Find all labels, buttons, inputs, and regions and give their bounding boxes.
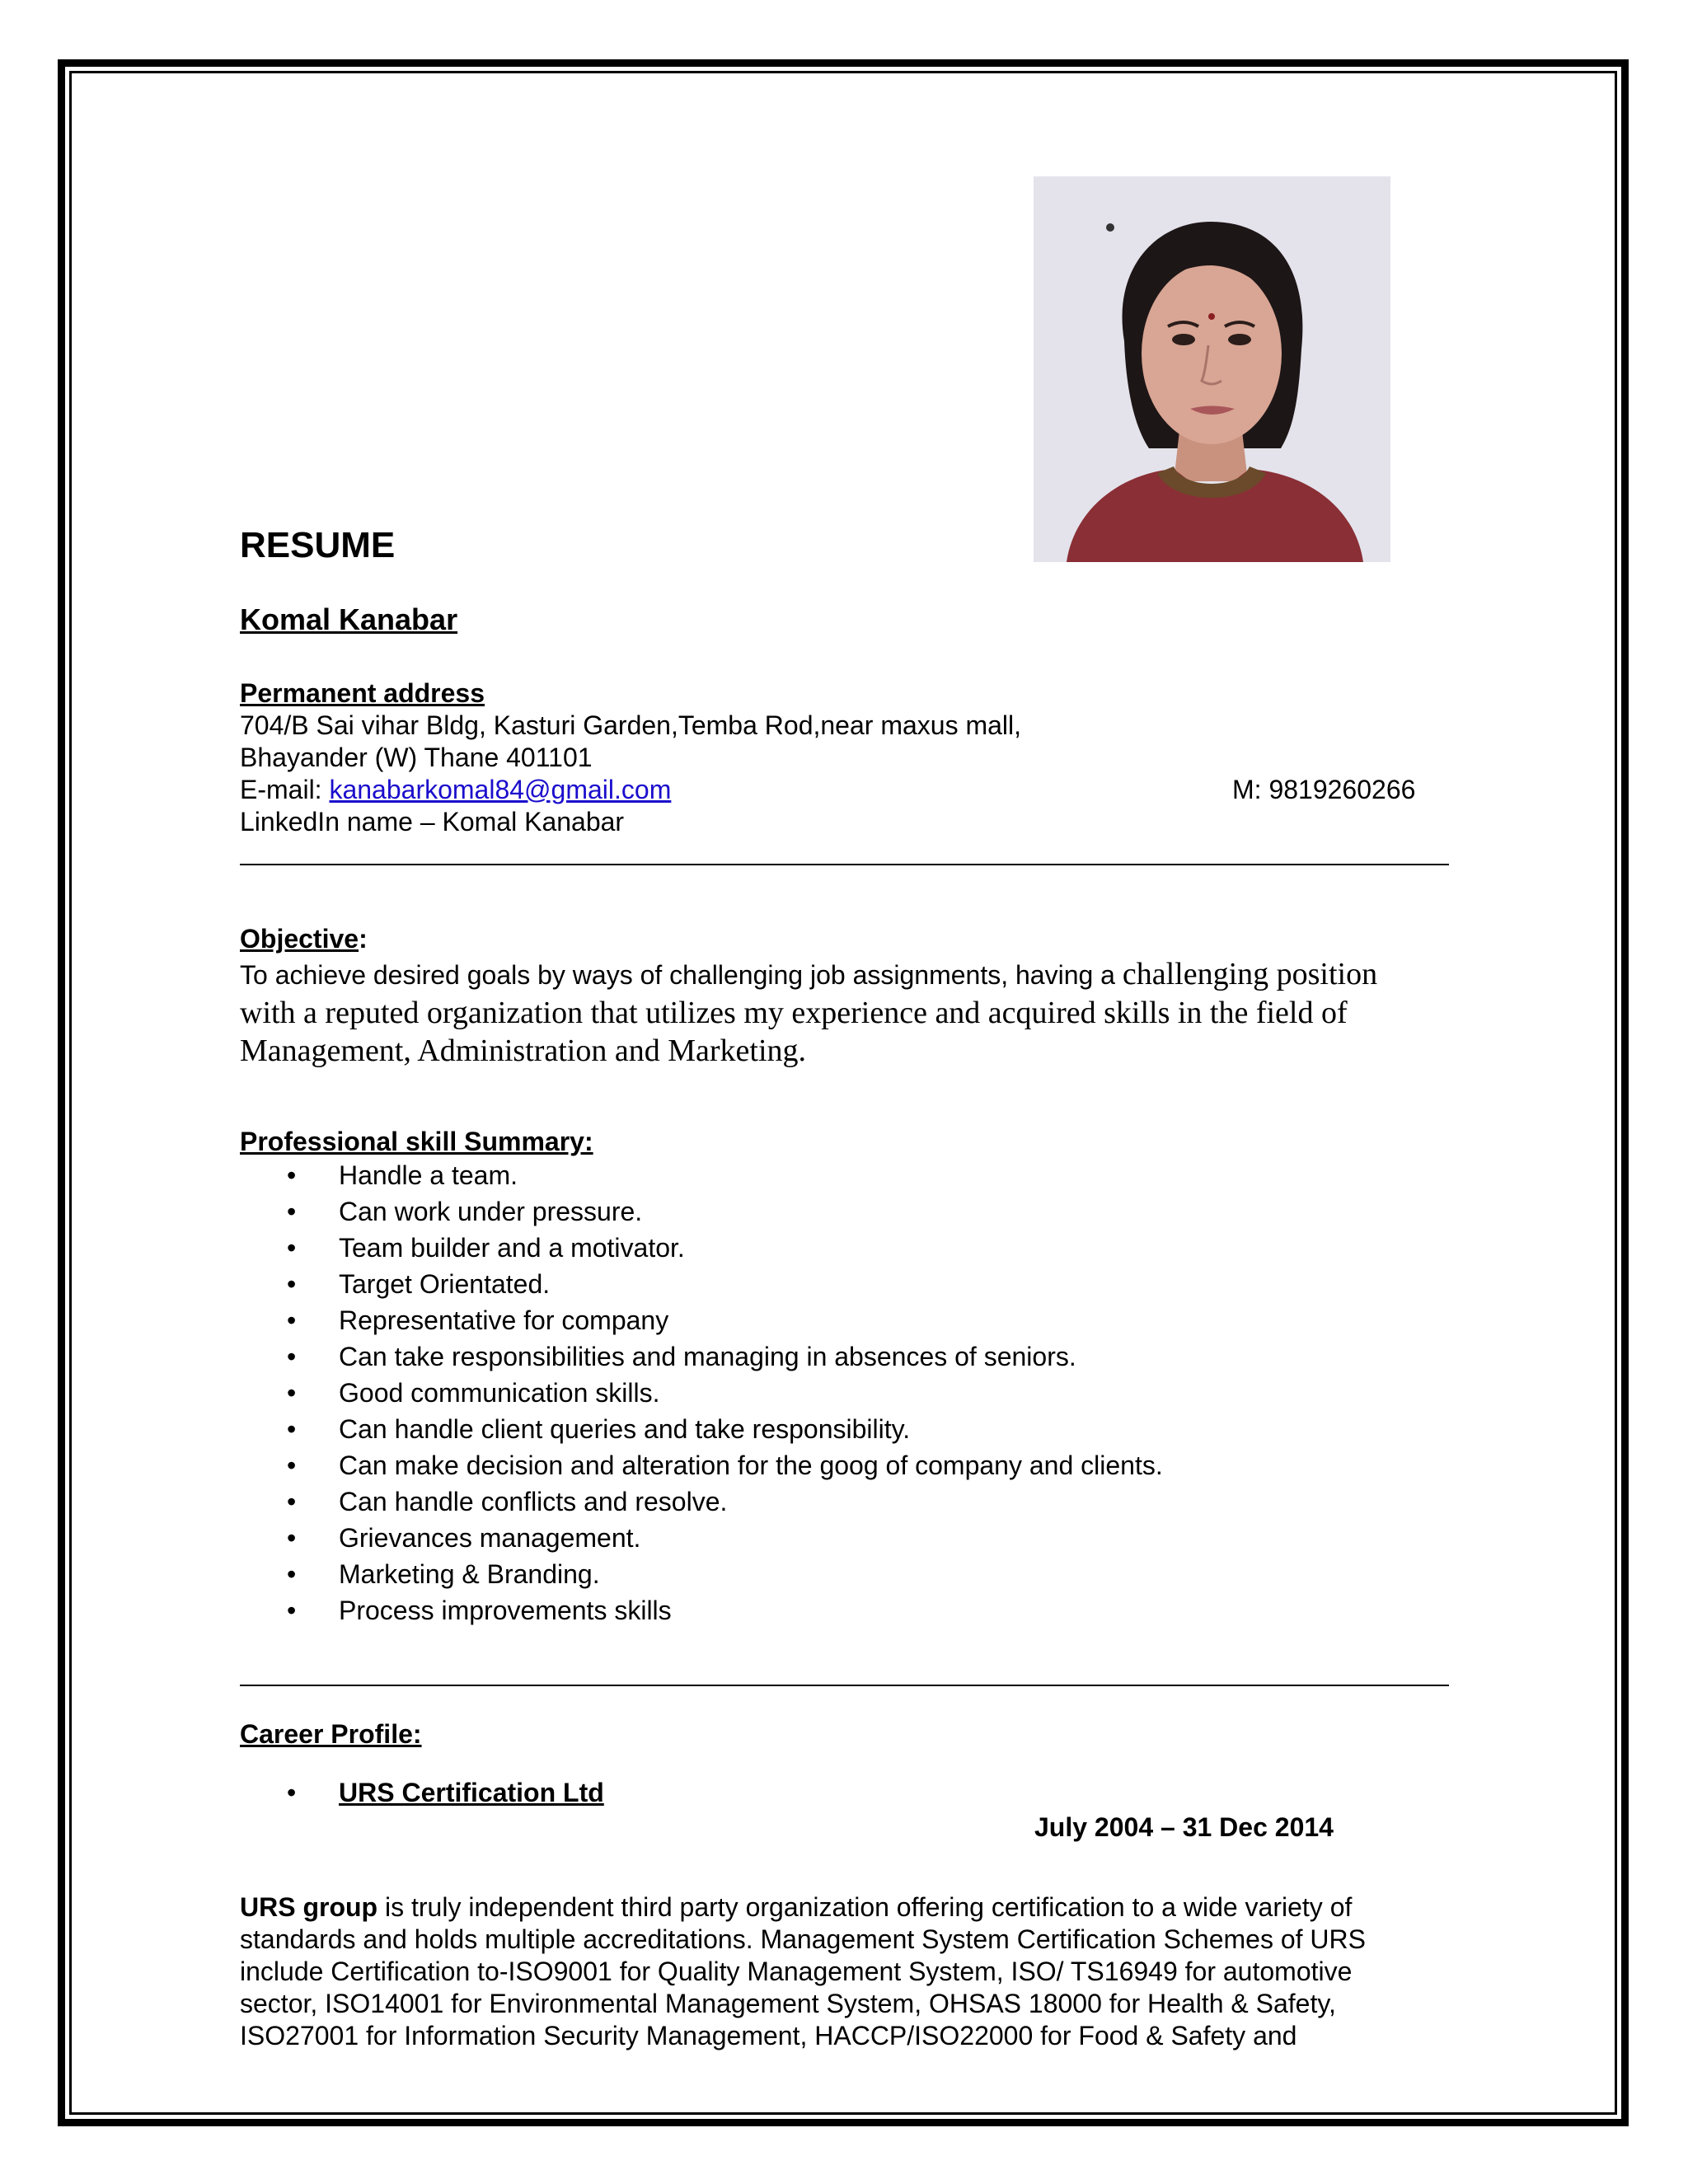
company-description-line-2: standards and holds multiple accreditations. Management System Certification Schemes of URS [240,1924,1366,1954]
company-description-bold: URS group [240,1892,378,1922]
list-item [240,1157,1163,1193]
objective-text-sans: To achieve desired goals by ways of challenging job assignments, having a [240,960,1123,990]
company-name: URS Certification Ltd [339,1778,604,1807]
resume-title: RESUME [240,525,396,565]
objective-heading-row [240,923,368,955]
linkedin-name: LinkedIn name – Komal Kanabar [240,807,625,837]
skill-text: Process improvements skills [339,1596,672,1625]
bullet: • [287,1559,297,1589]
company-description-line-4: sector, ISO14001 for Environmental Management System, OHSAS 18000 for Health & Safety, [240,1989,1336,2018]
objective-text-serif-1: challenging position [1122,957,1378,991]
list-item [240,1556,1163,1592]
objective-line-2: with a reputed organization that utilizes my experience and acquired skills in the field of [240,996,1348,1030]
list-item [240,1411,1163,1447]
bullet: • [287,1523,297,1553]
address-heading: Permanent address [240,678,485,708]
objective-line-1 [240,956,1460,992]
career-heading: Career Profile: [240,1719,422,1749]
career-bullet: • [287,1778,297,1807]
bullet: • [287,1596,297,1625]
list-item [240,1375,1163,1411]
list-item [240,1520,1163,1556]
skill-text: Representative for company [339,1305,669,1335]
objective-colon: : [359,924,368,954]
company-description-line-1 [240,1891,1352,1924]
skill-text: Marketing & Branding. [339,1559,600,1589]
skill-text: Can work under pressure. [339,1197,643,1226]
address-line-2: Bhayander (W) Thane 401101 [240,743,593,772]
skill-text: Can take responsibilities and managing in absences of seniors. [339,1342,1076,1371]
company-description-text: is truly independent third party organization offering certification to a wide variety of [377,1892,1353,1922]
bullet: • [287,1269,297,1299]
skill-text: Good communication skills. [339,1378,660,1408]
skill-text: Grievances management. [339,1523,641,1553]
candidate-name: Komal Kanabar [240,602,458,636]
list-item [240,1447,1163,1483]
list-item [240,1338,1163,1375]
divider [240,1685,1449,1686]
bullet: • [287,1414,297,1444]
profile-photo [1034,176,1390,562]
skill-text: Can make decision and alteration for the goog of company and clients. [339,1451,1163,1480]
divider [240,864,1449,865]
address-line-1: 704/B Sai vihar Bldg, Kasturi Garden,Temba Rod,near maxus mall, [240,710,1022,740]
bullet: • [287,1160,297,1190]
email-row [240,774,671,806]
mobile-number: M: 9819260266 [1232,775,1416,804]
skill-text: Target Orientated. [339,1269,551,1299]
skill-text: Can handle client queries and take responsibility. [339,1414,911,1444]
objective-line-3: Management, Administration and Marketing. [240,1033,807,1068]
objective-heading: Objective [240,924,359,954]
company-description-line-5: ISO27001 for Information Security Management, HACCP/ISO22000 for Food & Safety and [240,2021,1297,2050]
company-description-line-3: include Certification to-ISO9001 for Quality Management System, ISO/ TS16949 for automotive [240,1957,1353,1986]
list-item [240,1592,1163,1629]
bullet: • [287,1233,297,1263]
employment-period: July 2004 – 31 Dec 2014 [1034,1812,1334,1842]
skills-list [240,1157,1163,1629]
email-label: E-mail: [240,775,330,804]
list-item [240,1302,1163,1338]
list-item [240,1230,1163,1266]
profile-photo-drawing [1034,176,1390,562]
bullet: • [287,1305,297,1335]
skills-heading: Professional skill Summary: [240,1127,593,1156]
bullet: • [287,1487,297,1516]
skill-text: Handle a team. [339,1160,518,1190]
list-item [240,1266,1163,1302]
email-link[interactable]: kanabarkomal84@gmail.com [329,775,672,804]
bullet: • [287,1378,297,1408]
bullet: • [287,1197,297,1226]
bullet: • [287,1342,297,1371]
bullet: • [287,1451,297,1480]
skill-text: Can handle conflicts and resolve. [339,1487,728,1516]
list-item [240,1193,1163,1230]
list-item [240,1483,1163,1520]
skill-text: Team builder and a motivator. [339,1233,685,1263]
